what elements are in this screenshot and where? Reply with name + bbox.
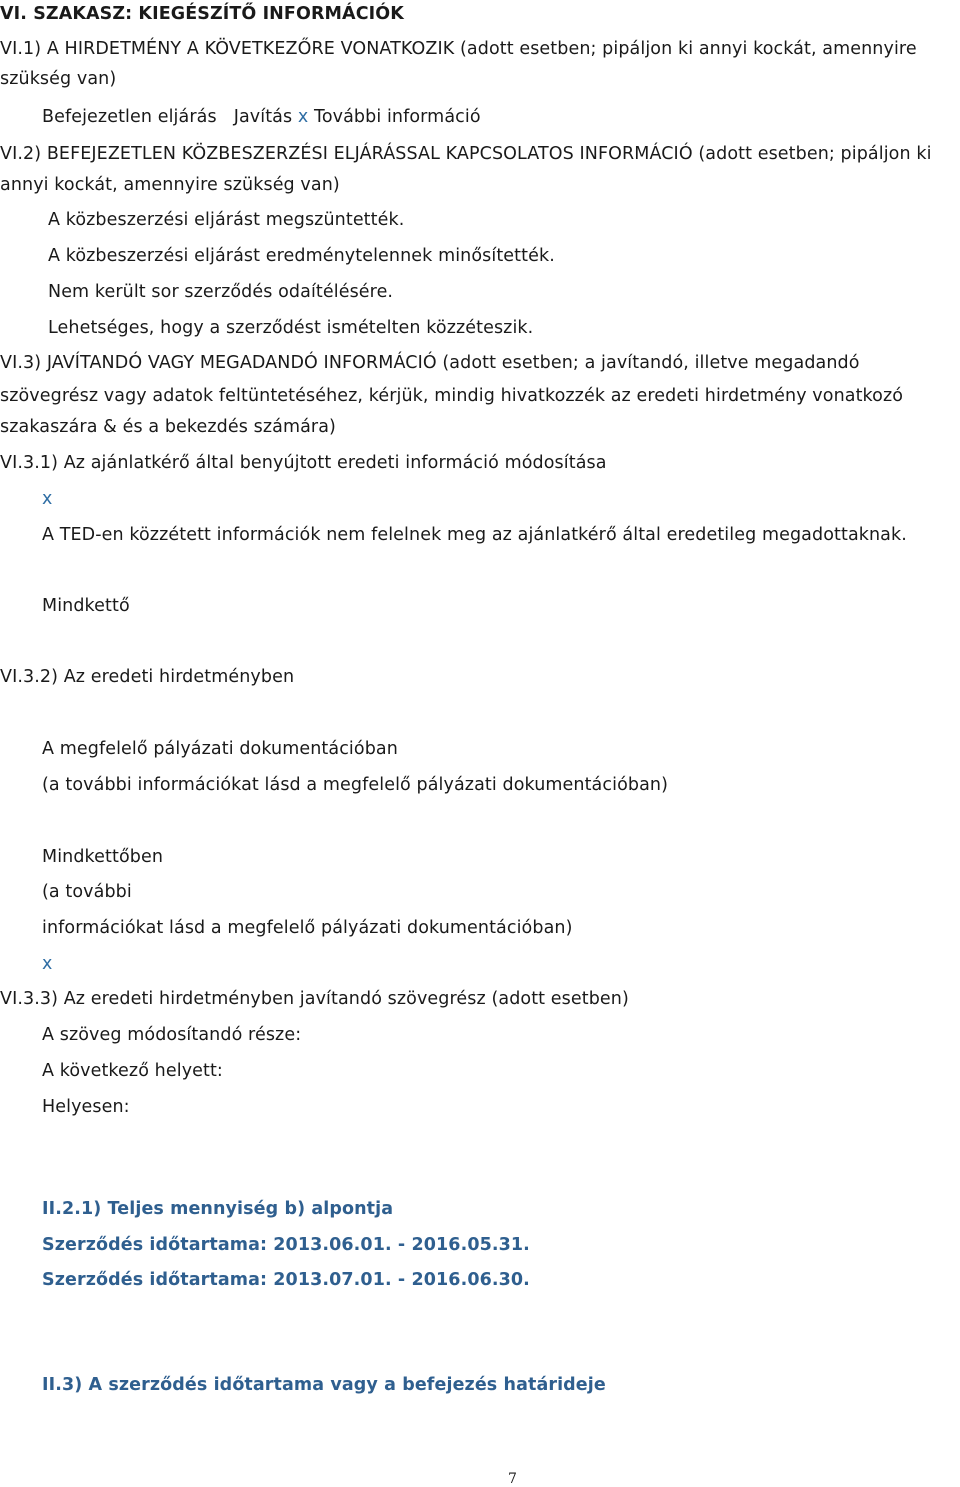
vi1-option-row [42, 106, 481, 128]
vi33-field-helyesen: Helyesen: [42, 1097, 130, 1117]
vi3-heading-line3: szakaszára & és a bekezdés számára) [0, 417, 336, 437]
vi2-item: A közbeszerzési eljárást megszüntették. [48, 210, 405, 230]
vi33-field-helyett: A következő helyett: [42, 1061, 223, 1081]
vi32-option-mindkettoben-note2: információkat lásd a megfelelő pályázati dokumentációban) [42, 918, 573, 938]
vi2-item: A közbeszerzési eljárást eredménytelennek minősítették. [48, 246, 555, 266]
vi31-option-ted: A TED-en közzétett információk nem felelnek meg az ajánlatkérő által eredetileg megadottaknak. [42, 525, 907, 545]
vi33-heading: VI.3.3) Az eredeti hirdetményben javítandó szövegrész (adott esetben) [0, 989, 629, 1009]
vi31-heading: VI.3.1) Az ajánlatkérő által benyújtott eredeti információ módosítása [0, 453, 607, 473]
section-title: VI. SZAKASZ: KIEGÉSZÍTŐ INFORMÁCIÓK [0, 4, 404, 24]
vi1-checkbox-mark: x [297, 107, 309, 127]
correction-new-value: Szerződés időtartama: 2013.07.01. - 2016.06.30. [42, 1270, 530, 1290]
vi31-option-mindketto: Mindkettő [42, 596, 130, 616]
vi1-option-befejezetlen: Befejezetlen eljárás [42, 107, 217, 127]
vi2-heading-line1: VI.2) BEFEJEZETLEN KÖZBESZERZÉSI ELJÁRÁSSAL KAPCSOLATOS INFORMÁCIÓ (adott esetben; pipáljon ki [0, 144, 932, 164]
vi32-option-mindkettoben: Mindkettőben [42, 847, 164, 867]
vi2-item: Nem került sor szerződés odaítélésére. [48, 282, 394, 302]
vi32-option-dokumentacio-note: (a további információkat lásd a megfelelő pályázati dokumentációban) [42, 775, 669, 795]
vi32-heading: VI.3.2) Az eredeti hirdetményben [0, 667, 295, 687]
vi32-option-dokumentacio: A megfelelő pályázati dokumentációban [42, 739, 398, 759]
vi32-checkbox-mark: x [42, 954, 53, 974]
vi1-option-tovabbi: További információ [314, 107, 481, 127]
page-number: 7 [508, 1471, 517, 1487]
vi3-heading-line1: VI.3) JAVÍTANDÓ VAGY MEGADANDÓ INFORMÁCIÓ (adott esetben; a javítandó, illetve megadandó [0, 353, 860, 373]
correction-reference-1: II.2.1) Teljes mennyiség b) alpontja [42, 1199, 394, 1219]
vi33-field-modositando: A szöveg módosítandó része: [42, 1025, 302, 1045]
vi2-heading-line2: annyi kockát, amennyire szükség van) [0, 175, 340, 195]
vi31-checkbox-mark: x [42, 489, 53, 509]
vi1-heading-line2: szükség van) [0, 69, 117, 89]
vi3-heading-line2: szövegrész vagy adatok feltüntetéséhez, kérjük, mindig hivatkozzék az eredeti hirdetmény vonatkozó [0, 386, 904, 406]
vi32-option-mindkettoben-note1: (a további [42, 882, 132, 902]
vi2-item: Lehetséges, hogy a szerződést ismételten közzéteszik. [48, 318, 534, 338]
vi1-heading-line1: VI.1) A HIRDETMÉNY A KÖVETKEZŐRE VONATKOZIK (adott esetben; pipáljon ki annyi kockát, amennyire [0, 39, 917, 59]
vi1-option-javitas: Javítás [233, 107, 293, 127]
correction-reference-2: II.3) A szerződés időtartama vagy a befejezés határideje [42, 1375, 606, 1395]
correction-old-value: Szerződés időtartama: 2013.06.01. - 2016.05.31. [42, 1235, 530, 1255]
